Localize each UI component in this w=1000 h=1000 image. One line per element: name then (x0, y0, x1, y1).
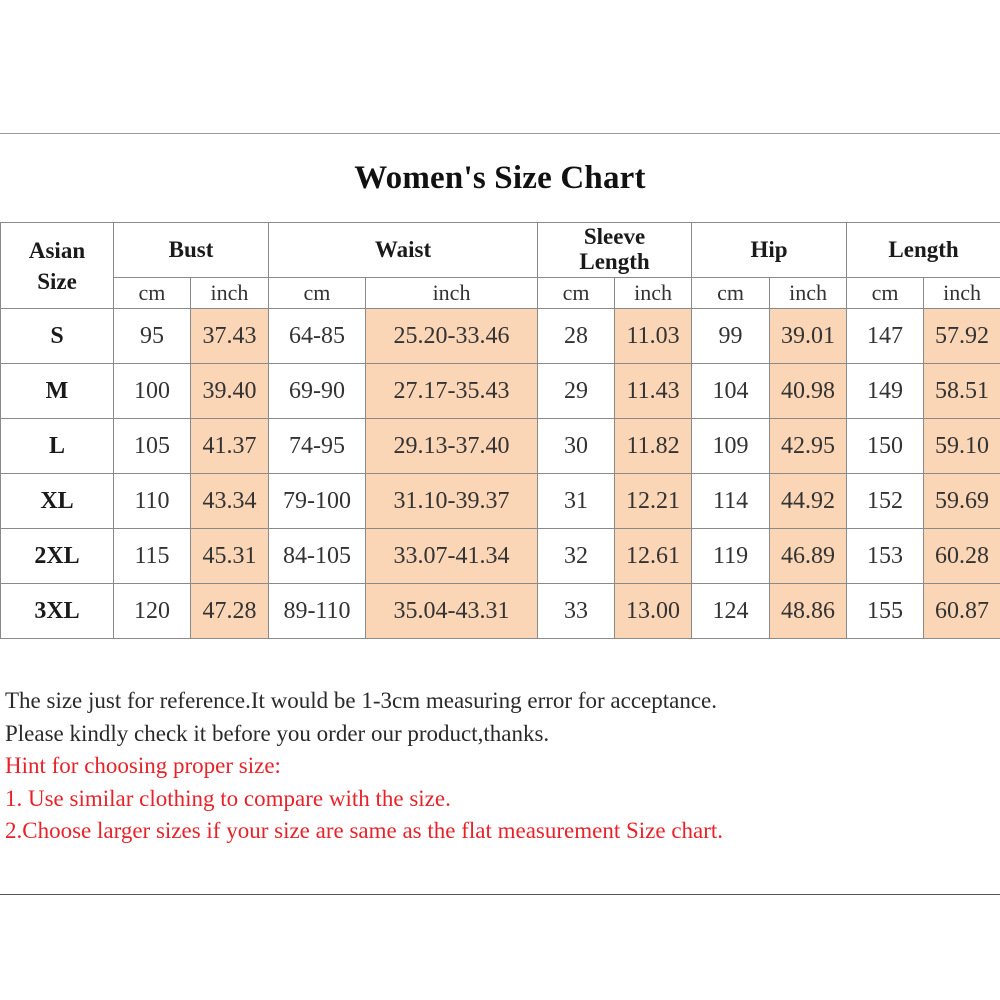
cell-waist-inch: 33.07-41.34 (366, 529, 538, 584)
cell-sleeve-inch: 12.61 (615, 529, 692, 584)
unit-bust-cm: cm (114, 278, 191, 309)
cell-waist-cm: 69-90 (269, 364, 366, 419)
table-row (1, 364, 1000, 419)
cell-length-cm: 153 (847, 529, 924, 584)
cell-hip-cm: 109 (692, 419, 770, 474)
cell-waist-cm: 89-110 (269, 584, 366, 639)
cell-bust-cm: 110 (114, 474, 191, 529)
cell-bust-inch: 43.34 (191, 474, 269, 529)
header-size-label: Size (37, 268, 77, 294)
header-row-groups (1, 223, 1000, 278)
cell-sleeve-cm: 28 (538, 309, 615, 364)
cell-length-inch: 59.69 (924, 474, 1000, 529)
unit-waist-inch: inch (366, 278, 538, 309)
note-reference: The size just for reference.It would be 1-3cm measuring error for acceptance. (5, 688, 718, 713)
cell-sleeve-cm: 32 (538, 529, 615, 584)
cell-length-cm: 149 (847, 364, 924, 419)
cell-length-inch: 60.87 (924, 584, 1000, 639)
cell-size: 3XL (1, 584, 114, 639)
note-check: Please kindly check it before you order our product,thanks. (5, 720, 550, 746)
cell-length-cm: 150 (847, 419, 924, 474)
cell-size: S (1, 309, 114, 364)
cell-size: L (1, 419, 114, 474)
cell-size: M (1, 364, 114, 419)
cell-hip-cm: 124 (692, 584, 770, 639)
unit-length-cm: cm (847, 278, 924, 309)
unit-bust-inch: inch (191, 278, 269, 309)
cell-waist-cm: 74-95 (269, 419, 366, 474)
cell-hip-inch: 48.86 (770, 584, 847, 639)
cell-waist-cm: 64-85 (269, 309, 366, 364)
cell-sleeve-cm: 29 (538, 364, 615, 419)
table-row (1, 419, 1000, 474)
cell-sleeve-inch: 12.21 (615, 474, 692, 529)
cell-waist-inch: 27.17-35.43 (366, 364, 538, 419)
cell-bust-cm: 105 (114, 419, 191, 474)
cell-size: XL (1, 474, 114, 529)
cell-bust-cm: 115 (114, 529, 191, 584)
cell-bust-cm: 120 (114, 584, 191, 639)
unit-sleeve-cm: cm (538, 278, 615, 309)
cell-length-cm: 147 (847, 309, 924, 364)
header-length-label: Length (579, 249, 650, 274)
size-chart-panel (0, 133, 1000, 895)
cell-hip-inch: 40.98 (770, 364, 847, 419)
header-hip: Hip (692, 223, 847, 278)
header-asian-size (1, 223, 114, 309)
hint-item-2: 2.Choose larger sizes if your size are same as the flat measurement Size chart. (5, 818, 724, 843)
header-waist: Waist (269, 223, 538, 278)
cell-hip-cm: 119 (692, 529, 770, 584)
table-row (1, 529, 1000, 584)
cell-bust-cm: 95 (114, 309, 191, 364)
table-row (1, 309, 1000, 364)
cell-bust-inch: 45.31 (191, 529, 269, 584)
cell-waist-cm: 84-105 (269, 529, 366, 584)
table-row (1, 474, 1000, 529)
table-row (1, 584, 1000, 639)
cell-hip-cm: 99 (692, 309, 770, 364)
unit-waist-cm: cm (269, 278, 366, 309)
unit-sleeve-inch: inch (615, 278, 692, 309)
header-bust: Bust (114, 223, 269, 278)
cell-hip-inch: 46.89 (770, 529, 847, 584)
cell-length-inch: 57.92 (924, 309, 1000, 364)
chart-title: Women's Size Chart (354, 160, 646, 196)
cell-bust-inch: 37.43 (191, 309, 269, 364)
unit-hip-cm: cm (692, 278, 770, 309)
hint-heading: Hint for choosing proper size: (5, 753, 281, 778)
hint-item-1: 1. Use similar clothing to compare with the size. (5, 785, 451, 811)
cell-hip-cm: 104 (692, 364, 770, 419)
cell-sleeve-inch: 11.82 (615, 419, 692, 474)
cell-length-cm: 155 (847, 584, 924, 639)
notes-block (5, 685, 723, 848)
cell-bust-cm: 100 (114, 364, 191, 419)
size-table (0, 222, 1000, 639)
header-length: Length (847, 223, 1000, 278)
cell-waist-inch: 25.20-33.46 (366, 309, 538, 364)
cell-length-inch: 60.28 (924, 529, 1000, 584)
cell-waist-inch: 35.04-43.31 (366, 584, 538, 639)
cell-sleeve-cm: 31 (538, 474, 615, 529)
unit-length-inch: inch (924, 278, 1000, 309)
header-sleeve-label: Sleeve (583, 224, 646, 249)
header-row-units (1, 278, 1000, 309)
cell-bust-inch: 47.28 (191, 584, 269, 639)
cell-bust-inch: 39.40 (191, 364, 269, 419)
header-asian-label: Asian (28, 237, 86, 263)
cell-waist-inch: 31.10-39.37 (366, 474, 538, 529)
cell-size: 2XL (1, 529, 114, 584)
cell-bust-inch: 41.37 (191, 419, 269, 474)
header-sleeve-length (538, 223, 692, 278)
cell-sleeve-inch: 13.00 (615, 584, 692, 639)
cell-hip-inch: 44.92 (770, 474, 847, 529)
cell-sleeve-inch: 11.43 (615, 364, 692, 419)
cell-length-inch: 58.51 (924, 364, 1000, 419)
cell-waist-inch: 29.13-37.40 (366, 419, 538, 474)
cell-sleeve-inch: 11.03 (615, 309, 692, 364)
cell-hip-inch: 42.95 (770, 419, 847, 474)
cell-length-inch: 59.10 (924, 419, 1000, 474)
cell-length-cm: 152 (847, 474, 924, 529)
cell-sleeve-cm: 33 (538, 584, 615, 639)
cell-sleeve-cm: 30 (538, 419, 615, 474)
cell-hip-inch: 39.01 (770, 309, 847, 364)
unit-hip-inch: inch (770, 278, 847, 309)
cell-hip-cm: 114 (692, 474, 770, 529)
cell-waist-cm: 79-100 (269, 474, 366, 529)
